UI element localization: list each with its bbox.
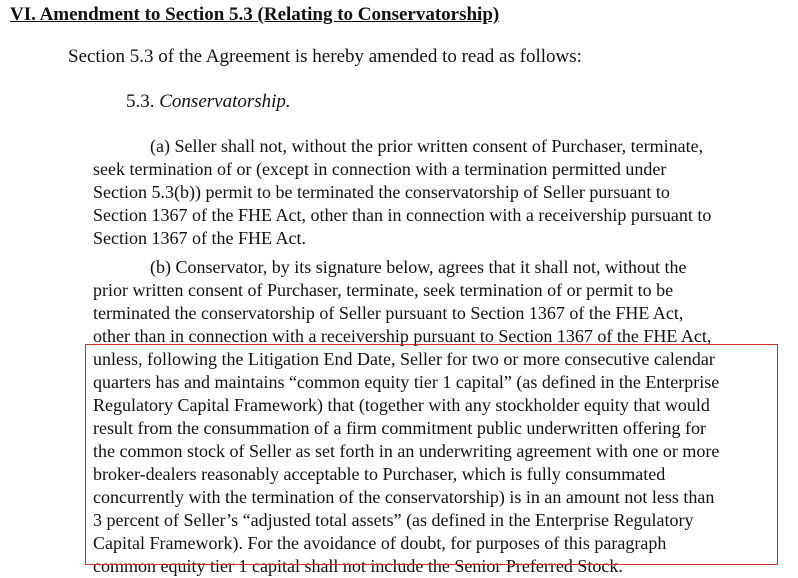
intro-text: Section 5.3 of the Agreement is hereby amended to read as follows:	[68, 46, 582, 67]
paragraph-line: broker-dealers reasonably acceptable to Purchaser, which is fully consummated	[93, 464, 666, 484]
paragraph-line: unless, following the Litigation End Date, Seller for two or more consecutive calendar	[93, 349, 715, 369]
paragraph-line: Capital Framework). For the avoidance of doubt, for purposes of this paragraph	[93, 533, 667, 553]
subsection-number: 5.3.	[126, 91, 155, 112]
subsection-title: Conservatorship.	[159, 91, 291, 112]
paragraph-line: the common stock of Seller as set forth in an underwriting agreement with one or more	[93, 441, 720, 461]
paragraph-line: common equity tier 1 capital shall not include the Senior Preferred Stock.	[93, 556, 623, 576]
paragraph-line: concurrently with the termination of the conservatorship) is in an amount not less than	[93, 487, 715, 507]
paragraph-line: Regulatory Capital Framework) that (together with any stockholder equity that would	[93, 395, 710, 415]
section-heading: VI. Amendment to Section 5.3 (Relating to Conservatorship)	[10, 4, 500, 25]
paragraph-line: 3 percent of Seller’s “adjusted total assets” (as defined in the Enterprise Regulatory	[93, 510, 694, 530]
subsection-heading	[126, 91, 291, 113]
paragraph-line: (a) Seller shall not, without the prior written consent of Purchaser, terminate,	[150, 136, 704, 156]
paragraph-line: (b) Conservator, by its signature below, agrees that it shall not, without the	[150, 257, 687, 277]
paragraph-line: quarters has and maintains “common equity tier 1 capital” (as defined in the Enterprise	[93, 372, 720, 392]
paragraph-line: Section 1367 of the FHE Act, other than in connection with a receivership pursuant to	[93, 205, 712, 225]
paragraph-line: prior written consent of Purchaser, terminate, seek termination of or permit to be	[93, 280, 674, 300]
paragraph-line: seek termination of or (except in connection with a termination permitted under	[93, 159, 667, 179]
paragraph-a	[93, 135, 711, 250]
paragraph-line: other than in connection with a receivership pursuant to Section 1367 of the FHE Act,	[93, 326, 712, 346]
paragraph-line: Section 5.3(b)) permit to be terminated the conservatorship of Seller pursuant to	[93, 182, 670, 202]
highlight-box	[85, 344, 778, 565]
paragraph-line: terminated the conservatorship of Seller pursuant to Section 1367 of the FHE Act,	[93, 303, 684, 323]
paragraph-line: Section 1367 of the FHE Act.	[93, 228, 306, 248]
paragraph-line: result from the consummation of a firm commitment public underwritten offering for	[93, 418, 707, 438]
